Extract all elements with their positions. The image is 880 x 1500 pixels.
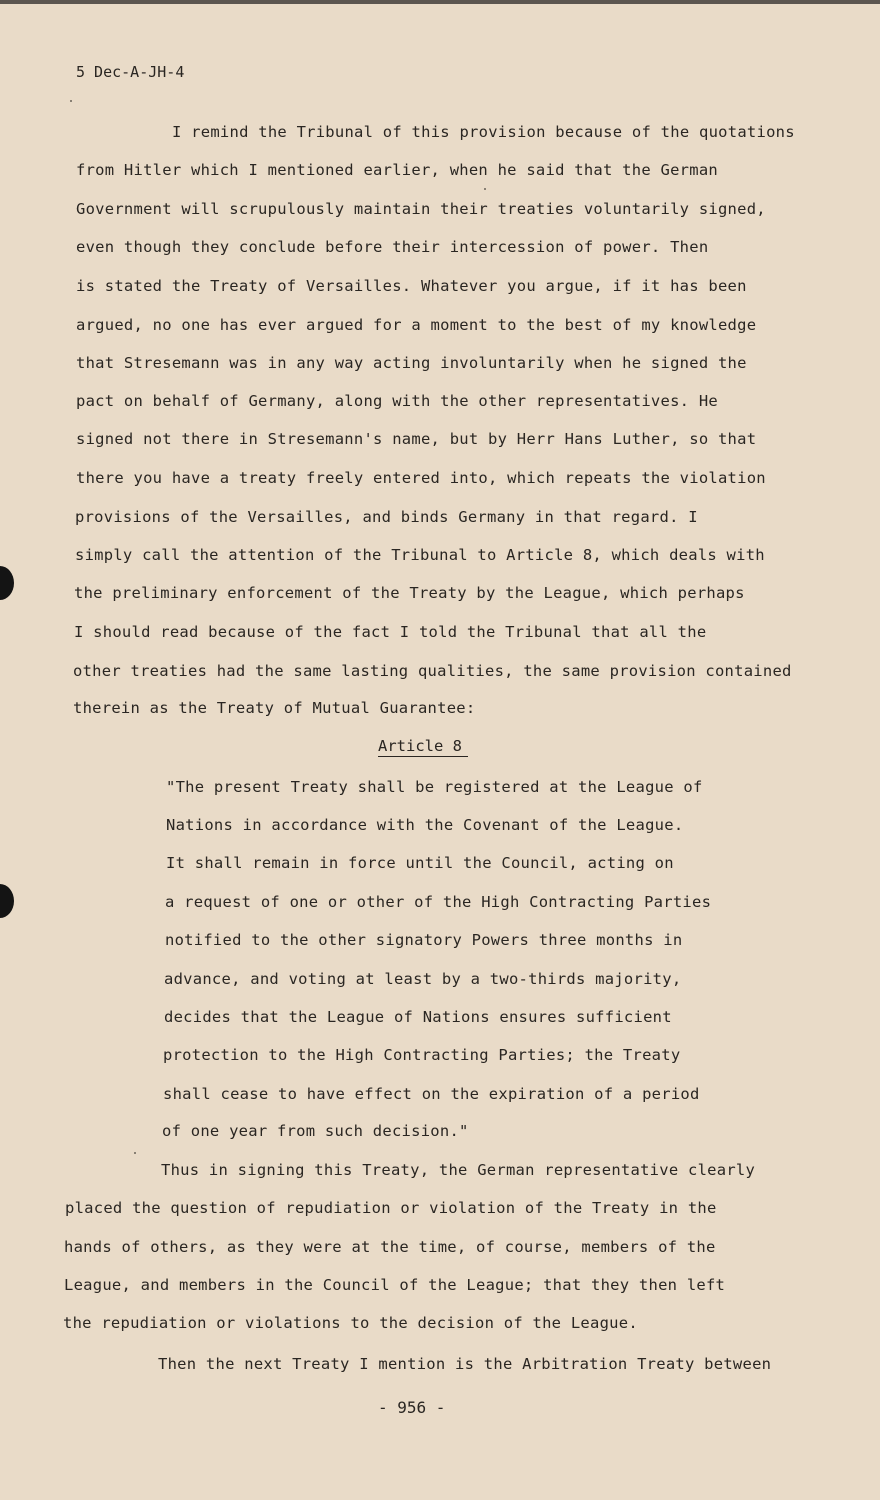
text-line: is stated the Treaty of Versailles. Whatever you argue, if it has been <box>76 277 747 295</box>
text-line: therein as the Treaty of Mutual Guarantee: <box>73 699 476 717</box>
quote-line: "The present Treaty shall be registered at the League of <box>166 778 703 796</box>
punch-hole-lower <box>0 884 14 918</box>
quote-line: Nations in accordance with the Covenant of the League. <box>166 816 684 834</box>
text-line: that Stresemann was in any way acting involuntarily when he signed the <box>76 354 747 372</box>
quote-line: decides that the League of Nations ensures sufficient <box>164 1008 672 1026</box>
quote-line: It shall remain in force until the Council, acting on <box>166 854 674 872</box>
text-line: the preliminary enforcement of the Treaty by the League, which perhaps <box>74 584 745 602</box>
text-line: Government will scrupulously maintain their treaties voluntarily signed, <box>76 200 766 218</box>
quote-line: protection to the High Contracting Parties; the Treaty <box>163 1046 681 1064</box>
quote-line: of one year from such decision." <box>162 1122 469 1140</box>
scan-speck <box>70 100 72 102</box>
scan-speck <box>484 188 486 190</box>
text-line: Thus in signing this Treaty, the German representative clearly <box>161 1161 756 1179</box>
quote-line: a request of one or other of the High Contracting Parties <box>165 893 712 911</box>
quote-line: advance, and voting at least by a two-thirds majority, <box>164 970 682 988</box>
quote-line: notified to the other signatory Powers three months in <box>165 931 683 949</box>
text-line: pact on behalf of Germany, along with the other representatives. He <box>76 392 718 410</box>
text-line: simply call the attention of the Tribunal to Article 8, which deals with <box>75 546 765 564</box>
text-line: placed the question of repudiation or violation of the Treaty in the <box>65 1199 717 1217</box>
quote-line: shall cease to have effect on the expiration of a period <box>163 1085 700 1103</box>
text-line: I remind the Tribunal of this provision because of the quotations <box>172 123 795 141</box>
text-line: even though they conclude before their intercession of power. Then <box>76 238 709 256</box>
text-line: League, and members in the Council of the League; that they then left <box>64 1276 726 1294</box>
text-line: signed not there in Stresemann's name, but by Herr Hans Luther, so that <box>76 430 757 448</box>
text-line: hands of others, as they were at the time, of course, members of the <box>64 1238 716 1256</box>
page-number: - 956 - <box>378 1398 446 1417</box>
text-line: provisions of the Versailles, and binds Germany in that regard. I <box>75 508 698 526</box>
text-line: Then the next Treaty I mention is the Arbitration Treaty between <box>158 1355 772 1373</box>
punch-hole-upper <box>0 566 14 600</box>
document-header-id: 5 Dec-A-JH-4 <box>76 63 185 81</box>
scan-speck <box>134 1152 136 1154</box>
text-line: from Hitler which I mentioned earlier, when he said that the German <box>76 161 718 179</box>
text-line: there you have a treaty freely entered into, which repeats the violation <box>76 469 766 487</box>
text-line: the repudiation or violations to the decision of the League. <box>63 1314 638 1332</box>
text-line: argued, no one has ever argued for a moment to the best of my knowledge <box>76 316 757 334</box>
article-heading: Article 8 <box>378 737 468 757</box>
text-line: other treaties had the same lasting qualities, the same provision contained <box>73 662 792 680</box>
page-top-edge <box>0 0 880 4</box>
text-line: I should read because of the fact I told the Tribunal that all the <box>74 623 707 641</box>
